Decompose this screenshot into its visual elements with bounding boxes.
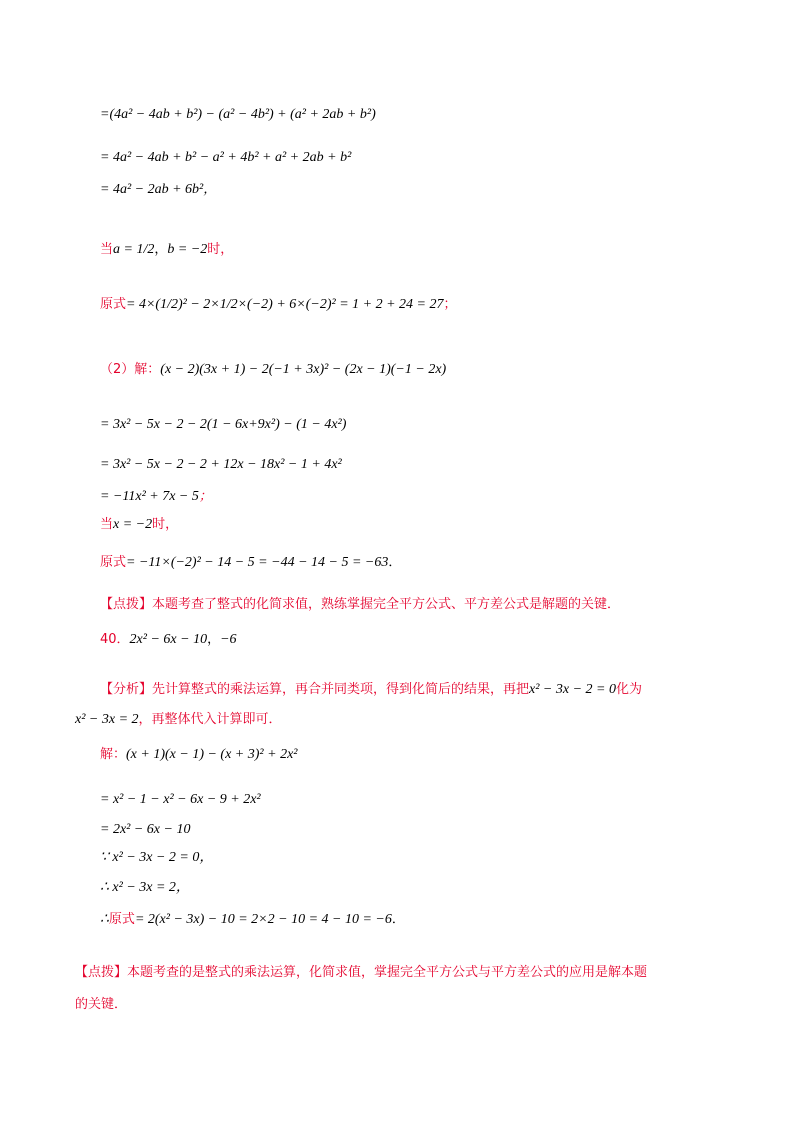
part2-cond-x: x = −2 bbox=[113, 517, 153, 532]
analysis-line-1 bbox=[100, 680, 642, 700]
step-line-3-end: ， bbox=[203, 182, 217, 197]
step-line-2: = 4a² − 4ab + b² − a² + 4b² + a² + 2ab + b² bbox=[100, 150, 352, 165]
solution-line-5 bbox=[100, 910, 405, 930]
part2-expr: (x − 2)(3x + 1) − 2(−1 + 3x)² − (2x − 1)(−1 − 2x) bbox=[160, 362, 447, 377]
cond-b: b = −2 bbox=[167, 242, 208, 257]
part2-header bbox=[100, 360, 446, 380]
yuanshi-label: 原式 bbox=[100, 297, 127, 312]
result-expr: = 4×(1/2)² − 2×1/2×(−2) + 6×(−2)² = 1 + 2 + 24 = 27 bbox=[126, 297, 444, 312]
part2-line-1: = 3x² − 5x − 2 − 2(1 − 6x+9x²) − (1 − 4x²) bbox=[100, 417, 347, 432]
solution-l5-pre: ∴ bbox=[100, 912, 109, 927]
comment-2-line-1: 【点拨】本题考查的是整式的乘法运算，化简求值，掌握完全平方公式与平方差公式的应用是解本题 bbox=[75, 965, 648, 980]
comment-2-line-2: 的关键． bbox=[75, 997, 128, 1012]
cond-sep: ， bbox=[154, 242, 168, 257]
cond-a: a = 1/2 bbox=[113, 242, 155, 257]
part2-line-3-end: ； bbox=[198, 489, 212, 504]
solution-header bbox=[100, 745, 297, 765]
solution-l5-expr: = 2(x² − 3x) − 10 = 2×2 − 10 = 4 − 10 = −6 bbox=[134, 912, 392, 927]
solution-expr: (x + 1)(x − 1) − (x + 3)² + 2x² bbox=[126, 747, 298, 762]
part2-label: （2）解： bbox=[100, 362, 161, 377]
part2-yuanshi: 原式 bbox=[100, 555, 127, 570]
cond-shi: 时， bbox=[207, 242, 234, 257]
part2-cond-dang: 当 bbox=[100, 517, 114, 532]
q40-answer: 2x² − 6x − 10 bbox=[129, 632, 208, 647]
part2-result-end: ． bbox=[388, 555, 402, 570]
result-end: ； bbox=[443, 297, 457, 312]
condition-line-1 bbox=[100, 240, 233, 260]
part2-line-2: = 3x² − 5x − 2 − 2 + 12x − 18x² − 1 + 4x² bbox=[100, 457, 342, 472]
part2-line-3-expr: = −11x² + 7x − 5 bbox=[100, 489, 199, 504]
q40-answer2: −6 bbox=[220, 632, 237, 647]
part2-result-expr: = −11×(−2)² − 14 − 5 = −44 − 14 − 5 = −63 bbox=[126, 555, 389, 570]
part2-cond-shi: 时， bbox=[152, 517, 179, 532]
result-line-1 bbox=[100, 295, 457, 315]
step-line-1: =(4a² − 4ab + b²) − (a² − 4b²) + (a² + 2ab + b²) bbox=[100, 107, 376, 122]
part2-condition bbox=[100, 515, 178, 535]
part2-result bbox=[100, 553, 401, 573]
solution-line-3: ∵ x² − 3x − 2 = 0， bbox=[100, 850, 214, 865]
q40-number: 40． bbox=[100, 632, 130, 647]
part2-line-3 bbox=[100, 487, 212, 507]
q40-sep: ， bbox=[207, 632, 221, 647]
analysis-eq-1: x² − 3x − 2 = 0 bbox=[529, 682, 616, 697]
analysis-text-1: 【分析】先计算整式的乘法运算，再合并同类项，得到化简后的结果，再把 bbox=[100, 682, 530, 697]
analysis-text-3: ，再整体代入计算即可． bbox=[138, 712, 282, 727]
q40-line bbox=[100, 630, 237, 650]
solution-yuanshi: 原式 bbox=[108, 912, 135, 927]
solution-line-1: = x² − 1 − x² − 6x − 9 + 2x² bbox=[100, 792, 261, 807]
step-line-3 bbox=[100, 180, 216, 200]
solution-label: 解： bbox=[100, 747, 127, 762]
cond-dang: 当 bbox=[100, 242, 114, 257]
solution-line-2: = 2x² − 6x − 10 bbox=[100, 822, 191, 837]
solution-l5-end: ． bbox=[391, 912, 405, 927]
step-line-3-expr: = 4a² − 2ab + 6b² bbox=[100, 182, 204, 197]
analysis-eq-2: x² − 3x = 2 bbox=[75, 712, 139, 727]
analysis-line-2 bbox=[75, 710, 282, 730]
analysis-text-2: 化为 bbox=[615, 682, 642, 697]
comment-1: 【点拨】本题考查了整式的化简求值，熟练掌握完全平方公式、平方差公式是解题的关键． bbox=[100, 597, 621, 612]
solution-line-4: ∴ x² − 3x = 2， bbox=[100, 880, 190, 895]
